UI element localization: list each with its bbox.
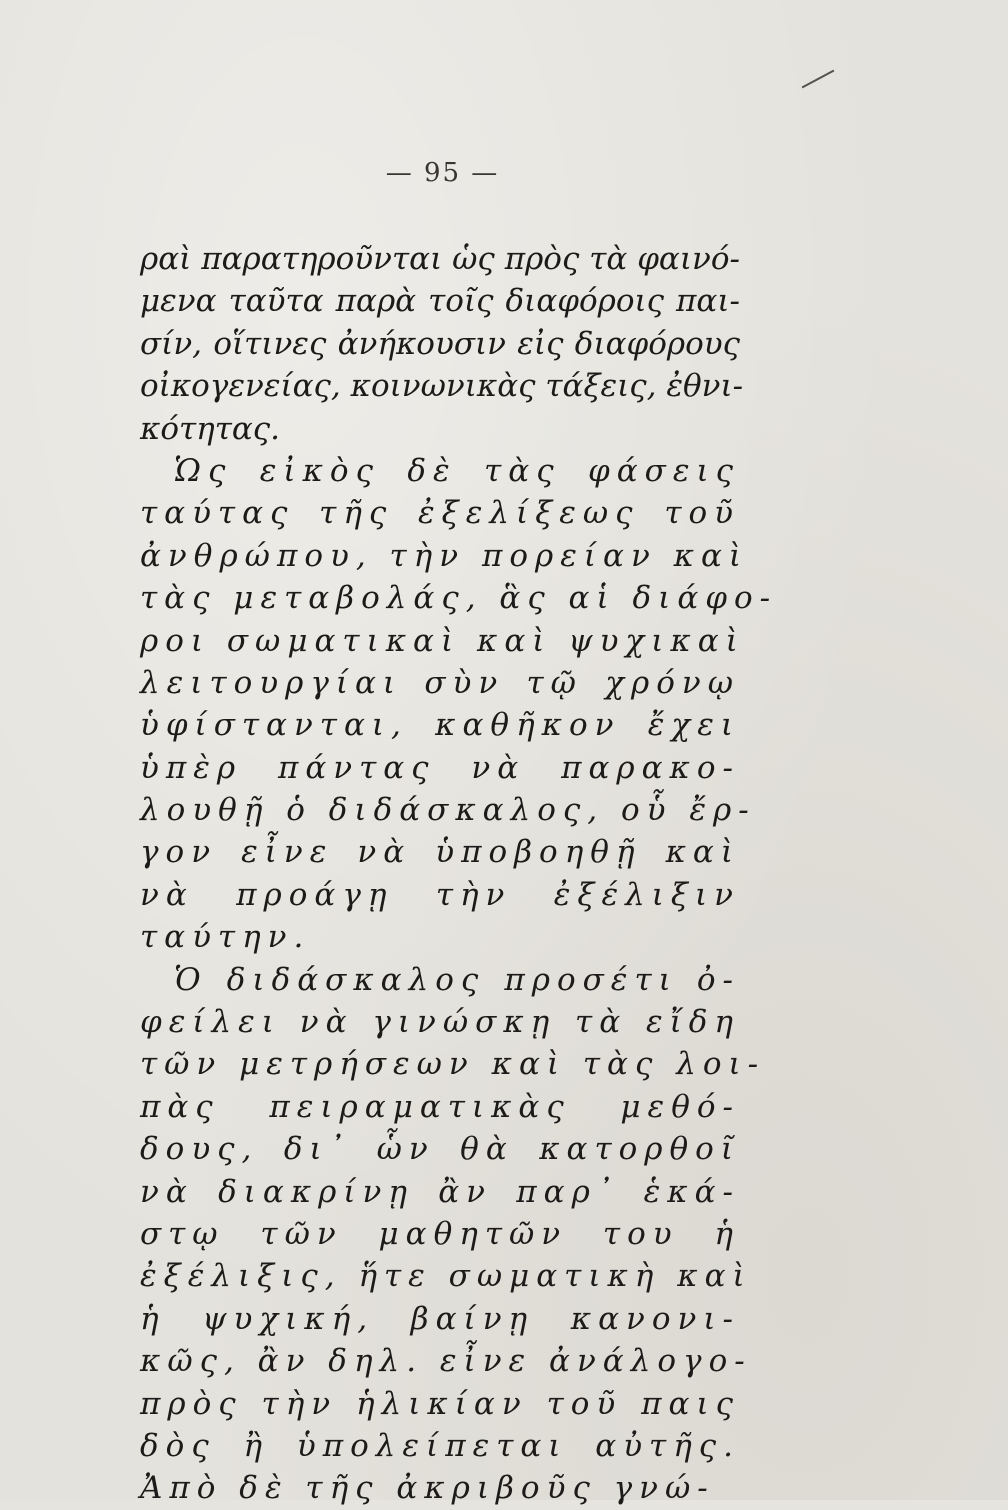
stray-pen-mark (802, 70, 835, 89)
text-line: τὰς μεταβολάς, ἃς αἱ διάφο- (140, 580, 778, 617)
text-line: πρὸς τὴν ἡλικίαν τοῦ παις (140, 1385, 740, 1422)
text-line: τῶν μετρήσεων καὶ τὰς λοι- (140, 1046, 766, 1083)
text-line: Ὁ διδάσκαλος προσέτι ὀ- (174, 961, 740, 998)
body-text (140, 238, 778, 1510)
text-line: ὑπὲρ πάντας νὰ παρακο- (140, 749, 740, 786)
text-line: δους, δι᾿ ὧν θὰ κατορθοῖ (140, 1131, 740, 1168)
text-line: ἀνθρώπου, τὴν πορείαν καὶ (140, 537, 749, 574)
text-line: ροι σωματικαὶ καὶ ψυχικαὶ (140, 622, 745, 659)
text-line: ταύτην. (140, 919, 311, 956)
text-line: μενα ταῦτα παρὰ τοῖς διαφόροις παι- (140, 283, 740, 320)
text-line: κῶς, ἂν δηλ. εἶνε ἀνάλογο- (140, 1343, 752, 1380)
text-line: νὰ διακρίνῃ ἂν παρ᾿ ἑκά- (140, 1173, 740, 1210)
text-line: κότητας. (140, 410, 281, 447)
text-line: λειτουργίαι σὺν τῷ χρόνῳ (140, 664, 740, 701)
text-line: σίν, οἵτινες ἀνήκουσιν εἰς διαφόρους (140, 325, 740, 362)
text-line: οἰκογενείας, κοινωνικὰς τάξεις, ἐθνι- (140, 368, 744, 405)
text-line: νὰ προάγῃ τὴν ἐξέλιξιν (140, 876, 740, 913)
text-line: ἡ ψυχική, βαίνῃ κανονι- (140, 1300, 740, 1337)
text-line: ταύτας τῆς ἐξελίξεως τοῦ (140, 495, 740, 532)
text-line: λουθῇ ὁ διδάσκαλος, οὗ ἔρ- (140, 792, 756, 829)
text-line: ὑφίστανται, καθῆκον ἔχει (140, 707, 740, 744)
text-line: στῳ τῶν μαθητῶν του ἡ (140, 1215, 740, 1252)
text-line: πὰς πειραματικὰς μεθό- (140, 1088, 740, 1125)
text-line: Ὡς εἰκὸς δὲ τὰς φάσεις (174, 452, 740, 489)
text-line: ἐξέλιξις, ἥτε σωματικὴ καὶ (140, 1258, 752, 1295)
text-line: φείλει νὰ γινώσκῃ τὰ εἴδη (140, 1004, 740, 1041)
text-line: ραὶ παρατηροῦνται ὡς πρὸς τὰ φαινό- (140, 241, 740, 277)
text-line: γον εἶνε νὰ ὑποβοηθῇ καὶ (140, 834, 740, 871)
page-number: — 95 — (385, 158, 500, 188)
text-line: δὸς ἢ ὑπολείπεται αὐτῆς. (140, 1427, 740, 1464)
text-line: Ἀπὸ δὲ τῆς ἀκριβοῦς γνώ- (140, 1470, 715, 1507)
